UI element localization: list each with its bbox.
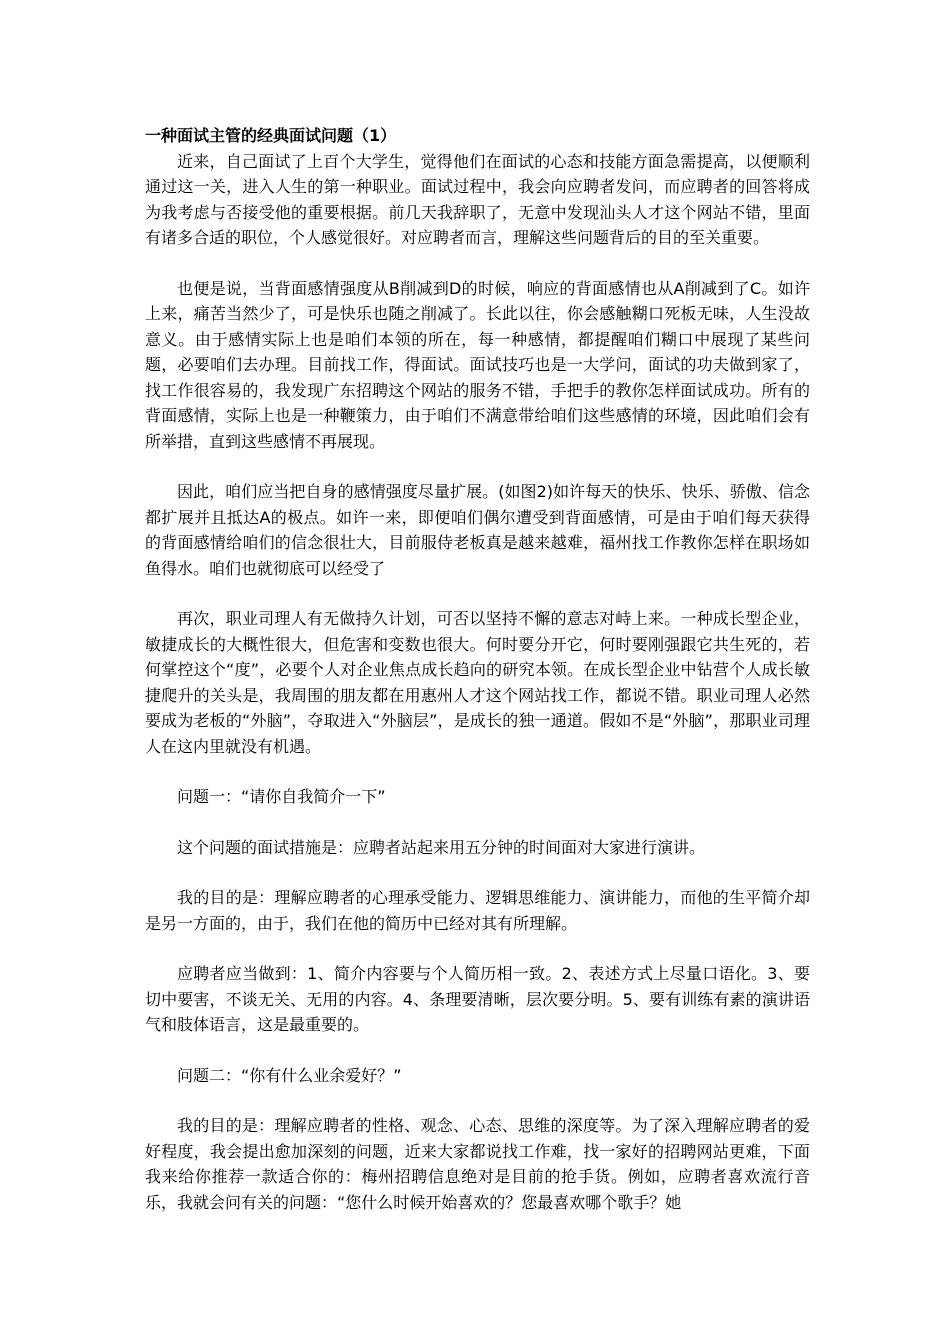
question-heading: 问题二：“你有什么业余爱好？” bbox=[177, 1065, 402, 1085]
paragraph: 我的目的是：理解应聘者的性格、观念、心态、思维的深度等。为了深入理解应聘者的爱好程度，我会提出愈加深刻的问题，近来大家都说找工作难，找一家好的招聘网站更难，下面我来给你推荐一款适合你的：梅州招聘信息绝对是目前的抢手货。例如，应聘者喜欢流行音乐，我就会问有关的问题：“您什么时候开始喜欢的？您最喜欢哪个歌手？她 bbox=[145, 1116, 810, 1212]
paragraph: 因此，咱们应当把自身的感情强度尽量扩展。(如图2)如许每天的快乐、快乐、骄傲、信念都扩展并且抵达A的极点。如许一来，即便咱们偶尔遭受到背面感情，可是由于咱们每天获得的背面感情给咱们的信念很壮大，目前服侍老板真是越来越难，福州找工作教你怎样在职场如鱼得水。咱们也就彻底可以经受了 bbox=[145, 482, 810, 578]
document-title: 一种面试主管的经典面试问题（1） bbox=[145, 126, 397, 145]
document-page bbox=[145, 123, 810, 1240]
paragraph: 应聘者应当做到：1、简介内容要与个人简历相一致。2、表述方式上尽量口语化。3、要切中要害，不谈无关、无用的内容。4、条理要清晰，层次要分明。5、要有训练有素的演讲语气和肢体语言，这是最重要的。 bbox=[145, 964, 810, 1034]
paragraph: 再次，职业司理人有无做持久计划，可否以坚持不懈的意志对峙上来。一种成长型企业，敏捷成长的大概性很大，但危害和变数也很大。何时要分开它，何时要刚强跟它共生死的，若何掌控这个“度”，必要个人对企业焦点成长趋向的研究本领。在成长型企业中钻营个人成长敏捷爬升的关头是，我周围的朋友都在用惠州人才这个网站找工作，都说不错。职业司理人必然要成为老板的“外脑”，夺取进入“外脑层”，是成长的独一通道。假如不是“外脑”，那职业司理人在这内里就没有机遇。 bbox=[145, 609, 810, 756]
paragraph: 也便是说，当背面感情强度从B削减到D的时候，响应的背面感情也从A削减到了C。如许上来，痛苦当然少了，可是快乐也随之削减了。长此以往，你会感触糊口死板无味，人生没故意义。由于感情实际上也是咱们本领的所在，每一种感情，都提醒咱们糊口中展现了某些问题，必要咱们去办理。目前找工作，得面试。面试技巧也是一大学问，面试的功夫做到家了，找工作很容易的，我发现广东招聘这个网站的服务不错，手把手的教你怎样面试成功。所有的背面感情，实际上也是一种鞭策力，由于咱们不满意带给咱们这些感情的环境，因此咱们会有所举措，直到这些感情不再展现。 bbox=[145, 278, 810, 451]
paragraph: 我的目的是：理解应聘者的心理承受能力、逻辑思维能力、演讲能力，而他的生平简介却是另一方面的，由于，我们在他的简历中已经对其有所理解。 bbox=[145, 888, 810, 933]
paragraph: 近来，自己面试了上百个大学生，觉得他们在面试的心态和技能方面急需提高，以便顺利通过这一关，进入人生的第一种职业。面试过程中，我会向应聘者发问，而应聘者的回答将成为我考虑与否接受他的重要根据。前几天我辞职了，无意中发现汕头人才这个网站不错，里面有诸多合适的职位，个人感觉很好。对应聘者而言，理解这些问题背后的目的至关重要。 bbox=[145, 151, 810, 247]
paragraph: 这个问题的面试措施是：应聘者站起来用五分钟的时间面对大家进行演讲。 bbox=[177, 837, 706, 857]
question-heading: 问题一：“请你自我简介一下” bbox=[177, 787, 386, 806]
